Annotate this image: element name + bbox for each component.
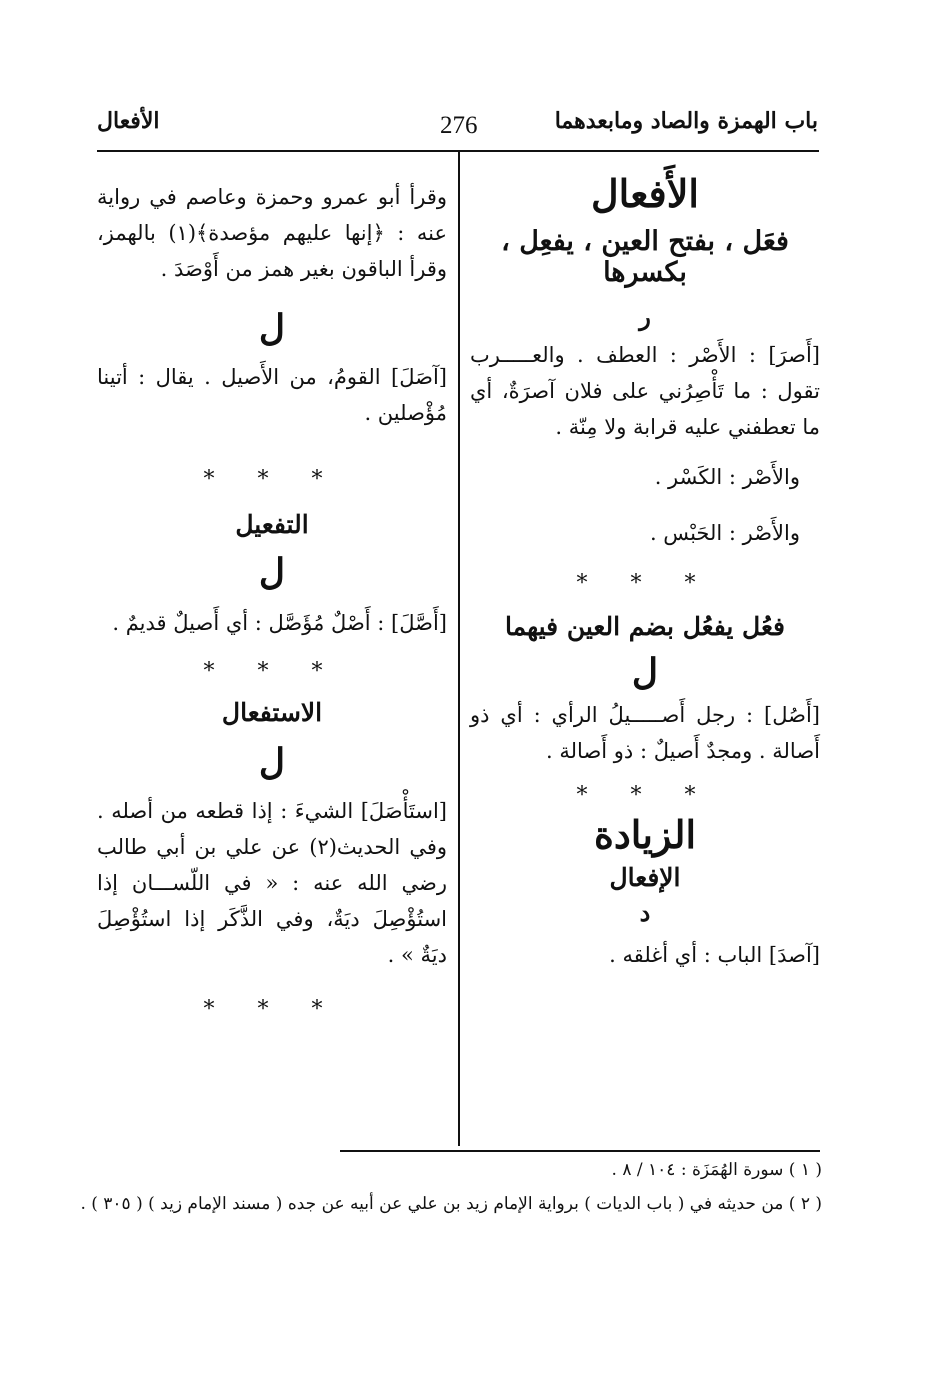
page-number: 276: [440, 112, 478, 139]
footnote-rule: [340, 1150, 820, 1152]
section-heading: الاستفعال: [221, 698, 323, 727]
entry-paragraph: [أَصرَ] : الأَصْر : العطف . والعـــــرب تقول : ما تَأْصِرُني على فلان آصرَةٌ، أي ما تعطفني عليه قرابة ولا مِنّة .: [470, 343, 820, 439]
footnote-1: ( ١ ) سورة الهُمَزَة : ١٠٤ / ٨ .: [611, 1160, 822, 1180]
section-separator: * * *: [203, 997, 341, 1022]
section-heading: الزيادة: [593, 812, 697, 857]
root-letter: ل: [631, 651, 659, 693]
section-heading: الإفعال: [609, 863, 681, 892]
footnote-2: ( ٢ ) من حديثه في ( باب الديات ) برواية الإمام زيد بن علي عن أبيه عن جده ( مسند الإمام زيد ) ( ٣٠٥ ) .: [80, 1194, 822, 1214]
left-column: [97, 165, 447, 1022]
entry-paragraph: [آصَلَ] القومُ، من الأَصيل . يقال : أتينا مُؤْصلين .: [97, 365, 447, 425]
section-heading: فعُل يفعُل بضم العين فيهما: [505, 612, 785, 641]
entry-paragraph: والأَصْر : الكَسْر .: [654, 465, 800, 489]
entry-paragraph: [استَأْصَلَ] الشيءَ : إذا قطعه من أصله . وفي الحديث(٢) عن علي بن أبي طالب رضي الله عنه : « في اللّســـان إذا استُؤْصِلَ ديَةٌ، وفي الذَّكَر إذا استُؤْصِلَ ديَةٌ » .: [97, 799, 448, 967]
entry-paragraph: [أَصُل] : رجل أَصـــــيلُ الرأي : أي ذو أَصالة . ومجدٌ أَصيلٌ : ذو أَصالة .: [470, 703, 820, 763]
section-separator: * * *: [576, 783, 714, 808]
entry-paragraph: والأَصْر : الحَبْس .: [649, 521, 800, 545]
entry-paragraph: [أَصَّلَ] : أَصْلٌ مُؤَصَّل : أي أَصيلٌ قديمٌ .: [112, 611, 447, 635]
running-header-chapter: باب الهمزة والصاد ومابعدهما: [554, 108, 818, 134]
section-separator: * * *: [203, 659, 341, 684]
entry-paragraph: وقرأ أبو عمرو وحمزة وعاصم في رواية عنه : ﴿إنها عليهم مؤصدة﴾(١) بالهمز، وقرأ الباقون بغير همز من أَوْصَدَ .: [97, 185, 447, 281]
root-letter: ل: [258, 307, 286, 349]
root-letter: ر: [639, 302, 651, 331]
section-separator: * * *: [203, 467, 341, 492]
entry-paragraph: [آصدَ] الباب : أي أغلقه .: [609, 943, 820, 967]
section-separator: * * *: [576, 571, 714, 596]
root-letter: د: [639, 898, 651, 927]
running-header-section: الأفعال: [97, 108, 160, 134]
section-subtitle: فعَل ، بفتح العين ، يفعِل ، بكسرها: [501, 226, 789, 288]
section-heading: التفعيل: [235, 510, 309, 539]
root-letter: ل: [258, 551, 286, 593]
section-title: الأَفعال: [591, 171, 699, 216]
root-letter: ل: [258, 741, 286, 783]
column-divider: [458, 152, 460, 1146]
right-column: [470, 165, 820, 973]
